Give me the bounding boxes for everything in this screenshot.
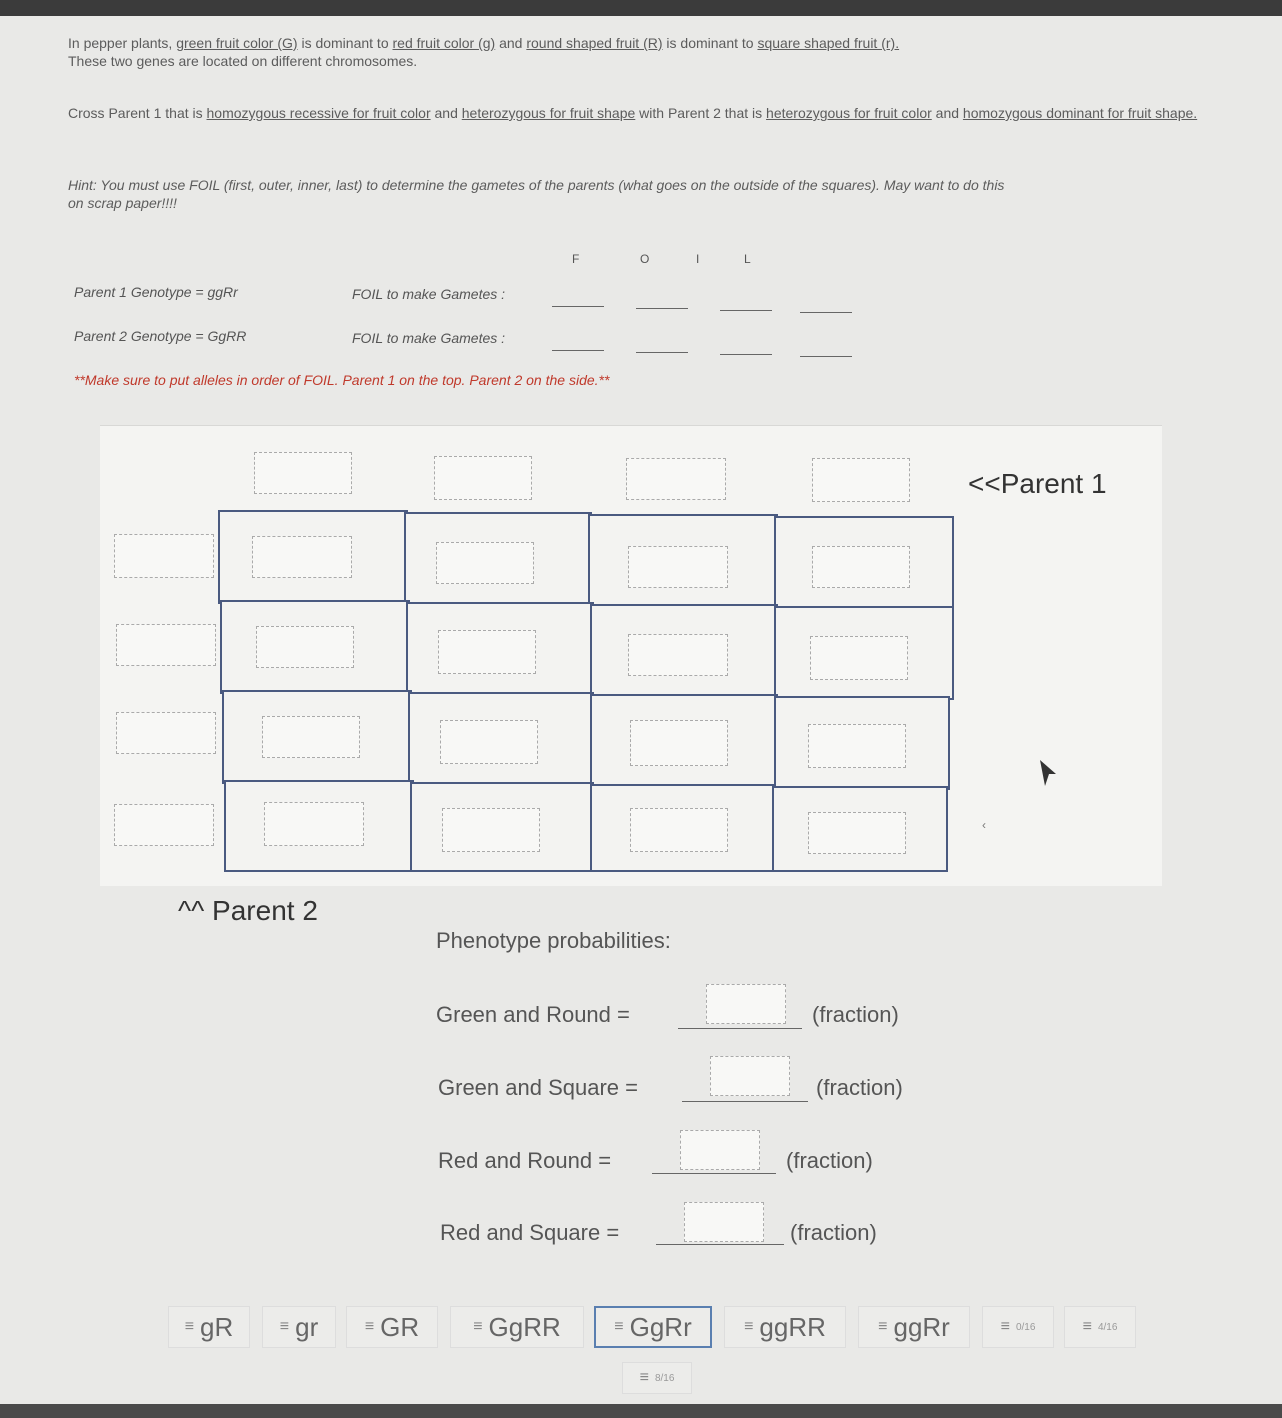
chip-label: 8/16 bbox=[654, 1372, 675, 1384]
chip-label: ggRR bbox=[759, 1311, 826, 1342]
cross-paragraph bbox=[68, 104, 1238, 122]
cross-text: Cross Parent 1 that is bbox=[68, 105, 207, 121]
parent1-gamete-blank[interactable] bbox=[552, 306, 604, 307]
phenotype-answer-line bbox=[652, 1173, 776, 1174]
parent2-gamete-blank[interactable] bbox=[720, 354, 772, 355]
fraction-hint: (fraction) bbox=[812, 1002, 899, 1027]
offspring-genotype-dropzone[interactable] bbox=[808, 812, 906, 854]
answer-chip-GgRR[interactable] bbox=[450, 1306, 584, 1348]
fraction-hint: (fraction) bbox=[790, 1220, 877, 1245]
hint-text: Hint: You must use FOIL (first, outer, inner, last) to determine the gametes of the parents (what goes on the outside of the squares). May want to do this bbox=[68, 177, 1005, 193]
foil-letter: F bbox=[572, 252, 580, 266]
cross-text: heterozygous for fruit shape bbox=[461, 105, 636, 121]
parent2-gamete-dropzone[interactable] bbox=[114, 534, 214, 578]
fraction-hint: (fraction) bbox=[786, 1148, 873, 1173]
mouse-cursor-icon bbox=[1036, 758, 1060, 790]
top-frame-bar bbox=[0, 0, 1282, 16]
chip-label: GgRr bbox=[629, 1311, 692, 1342]
answer-chip-ggRr[interactable] bbox=[858, 1306, 970, 1348]
parent2-gamete-blank[interactable] bbox=[636, 352, 688, 353]
offspring-genotype-dropzone[interactable] bbox=[630, 720, 728, 766]
offspring-genotype-dropzone[interactable] bbox=[442, 808, 540, 852]
chip-label: 0/16 bbox=[1015, 1321, 1036, 1333]
phenotype-fraction-dropzone[interactable] bbox=[710, 1056, 790, 1096]
intro-text: green fruit color (G) bbox=[176, 35, 298, 51]
offspring-genotype-dropzone[interactable] bbox=[436, 542, 534, 584]
intro-text: is dominant to bbox=[662, 35, 758, 51]
foil-letter: L bbox=[744, 252, 751, 266]
drag-handle-icon: ≡ bbox=[744, 1318, 754, 1335]
answer-chip-gr[interactable] bbox=[262, 1306, 336, 1348]
foil-letter: I bbox=[696, 252, 700, 266]
parent1-gamete-blank[interactable] bbox=[720, 310, 772, 311]
offspring-genotype-dropzone[interactable] bbox=[438, 630, 536, 674]
answer-chip-0-16[interactable] bbox=[982, 1306, 1054, 1348]
fraction-hint: (fraction) bbox=[816, 1075, 903, 1100]
drag-handle-icon: ≡ bbox=[473, 1318, 483, 1335]
chip-label: GgRR bbox=[488, 1311, 561, 1342]
phenotype-label: Red and Round = bbox=[438, 1148, 612, 1173]
answer-chip-ggRR[interactable] bbox=[724, 1306, 846, 1348]
drag-handle-icon: ≡ bbox=[639, 1369, 649, 1386]
offspring-genotype-dropzone[interactable] bbox=[812, 546, 910, 588]
intro-text: and bbox=[495, 35, 527, 51]
cross-text: homozygous recessive for fruit color bbox=[206, 105, 431, 121]
cross-text: with Parent 2 that is bbox=[635, 105, 767, 121]
phenotype-answer-line bbox=[656, 1244, 784, 1245]
parent1-genotype: Parent 1 Genotype = ggRr bbox=[74, 284, 238, 300]
parent2-gamete-blank[interactable] bbox=[552, 350, 604, 351]
chip-label: ggRr bbox=[893, 1311, 950, 1342]
parent2-genotype: Parent 2 Genotype = GgRR bbox=[74, 328, 247, 344]
offspring-genotype-dropzone[interactable] bbox=[628, 546, 728, 588]
phenotype-label: Red and Square = bbox=[440, 1220, 620, 1245]
offspring-genotype-dropzone[interactable] bbox=[810, 636, 908, 680]
offspring-genotype-dropzone[interactable] bbox=[808, 724, 906, 768]
offspring-genotype-dropzone[interactable] bbox=[264, 802, 364, 846]
hint-paragraph bbox=[68, 176, 1238, 212]
answer-chip-8-16[interactable] bbox=[622, 1362, 692, 1394]
phenotype-fraction-dropzone[interactable] bbox=[684, 1202, 764, 1242]
answer-chip-GgRr[interactable] bbox=[594, 1306, 712, 1348]
chip-label: gR bbox=[200, 1311, 234, 1342]
phenotype-fraction-dropzone[interactable] bbox=[706, 984, 786, 1024]
cross-text: homozygous dominant for fruit shape. bbox=[962, 105, 1198, 121]
intro-text: is dominant to bbox=[297, 35, 393, 51]
offspring-genotype-dropzone[interactable] bbox=[440, 720, 538, 764]
cross-text: and bbox=[931, 105, 963, 121]
parent1-foil-label: FOIL to make Gametes : bbox=[352, 286, 506, 302]
drag-handle-icon: ≡ bbox=[1082, 1318, 1092, 1335]
phenotype-label: Green and Square = bbox=[438, 1075, 638, 1100]
answer-chip-GR[interactable] bbox=[346, 1306, 438, 1348]
answer-chip-gR[interactable] bbox=[168, 1306, 250, 1348]
chip-label: GR bbox=[380, 1311, 420, 1342]
drag-handle-icon: ≡ bbox=[614, 1318, 624, 1335]
drag-handle-icon: ≡ bbox=[878, 1318, 888, 1335]
offspring-genotype-dropzone[interactable] bbox=[262, 716, 360, 758]
intro-text: red fruit color (g) bbox=[392, 35, 496, 51]
parent1-gamete-blank[interactable] bbox=[636, 308, 688, 309]
parent1-gamete-dropzone[interactable] bbox=[626, 458, 726, 500]
drag-handle-icon: ≡ bbox=[1000, 1318, 1010, 1335]
bottom-frame-bar bbox=[0, 1404, 1282, 1418]
drag-handle-icon: ≡ bbox=[279, 1318, 290, 1335]
phenotype-fraction-dropzone[interactable] bbox=[680, 1130, 760, 1170]
drag-handle-icon: ≡ bbox=[184, 1318, 195, 1335]
offspring-genotype-dropzone[interactable] bbox=[630, 808, 728, 852]
parent2-gamete-dropzone[interactable] bbox=[116, 624, 216, 666]
offspring-genotype-dropzone[interactable] bbox=[256, 626, 354, 668]
parent2-foil-label: FOIL to make Gametes : bbox=[352, 330, 506, 346]
phenotype-answer-line bbox=[682, 1101, 808, 1102]
parent1-label: <<Parent 1 bbox=[968, 468, 1107, 499]
parent1-gamete-dropzone[interactable] bbox=[812, 458, 910, 502]
chip-label: 4/16 bbox=[1097, 1321, 1118, 1333]
hint-text: on scrap paper!!!! bbox=[68, 195, 177, 211]
foil-letter: O bbox=[640, 252, 650, 266]
parent2-gamete-dropzone[interactable] bbox=[114, 804, 214, 846]
intro-text: round shaped fruit (R) bbox=[526, 35, 663, 51]
cross-text: and bbox=[430, 105, 462, 121]
intro-text: In pepper plants, bbox=[68, 35, 177, 51]
parent1-gamete-dropzone[interactable] bbox=[434, 456, 532, 500]
phenotype-title: Phenotype probabilities: bbox=[436, 928, 671, 953]
stray-mark: ‹ bbox=[982, 818, 986, 832]
drag-handle-icon: ≡ bbox=[364, 1318, 375, 1335]
offspring-genotype-dropzone[interactable] bbox=[252, 536, 352, 578]
phenotype-label: Green and Round = bbox=[436, 1002, 630, 1027]
parent2-gamete-blank[interactable] bbox=[800, 356, 852, 357]
intro-text: square shaped fruit (r). bbox=[757, 35, 900, 51]
parent2-gamete-dropzone[interactable] bbox=[116, 712, 216, 754]
parent2-label: ^^ Parent 2 bbox=[178, 895, 318, 926]
parent1-gamete-dropzone[interactable] bbox=[254, 452, 352, 494]
cross-text: heterozygous for fruit color bbox=[766, 105, 932, 121]
intro-paragraph bbox=[68, 34, 1238, 70]
parent1-gamete-blank[interactable] bbox=[800, 312, 852, 313]
phenotype-answer-line bbox=[678, 1028, 802, 1029]
intro-text: These two genes are located on different chromosomes. bbox=[68, 53, 418, 69]
offspring-genotype-dropzone[interactable] bbox=[628, 634, 728, 676]
chip-label: gr bbox=[295, 1311, 319, 1342]
order-warning: **Make sure to put alleles in order of FOIL. Parent 1 on the top. Parent 2 on the side.** bbox=[74, 372, 610, 388]
answer-chip-4-16[interactable] bbox=[1064, 1306, 1136, 1348]
